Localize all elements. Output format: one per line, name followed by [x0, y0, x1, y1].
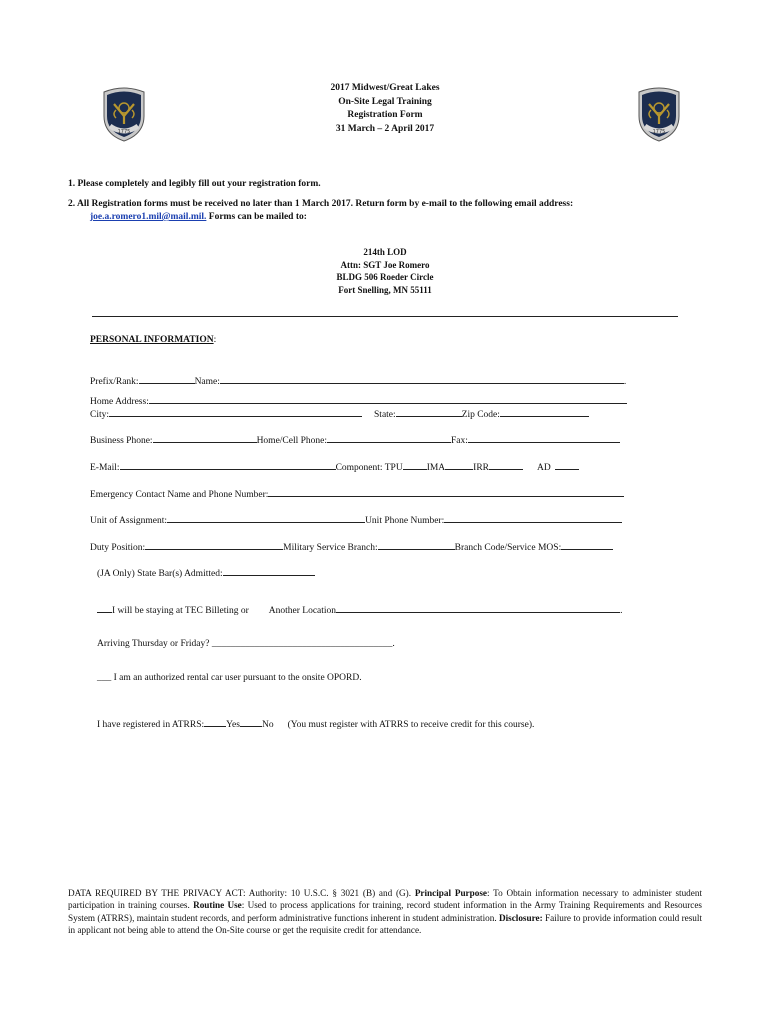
- business-phone-label: Business Phone:: [90, 436, 153, 446]
- address-line-4: Fort Snelling, MN 55111: [338, 284, 432, 295]
- arriving-field[interactable]: ______________________________________.: [211, 639, 395, 649]
- fax-label: Fax:: [451, 436, 468, 446]
- another-location-field[interactable]: [336, 603, 620, 613]
- address-line-3: BLDG 506 Roeder Circle: [336, 272, 434, 282]
- branch-code-label: Branch Code/Service MOS:: [454, 543, 562, 553]
- home-cell-phone-field[interactable]: [327, 433, 451, 443]
- row-phones: [90, 433, 620, 447]
- rental-label: I am an authorized rental car user pursuant to the onsite OPORD.: [113, 673, 362, 683]
- tpu-field[interactable]: [403, 460, 427, 470]
- fax-field[interactable]: [468, 433, 620, 443]
- home-cell-phone-label: Home/Cell Phone:: [256, 436, 328, 446]
- atrrs-yes-label: Yes: [226, 720, 240, 730]
- atrrs-no-label: No: [261, 720, 274, 730]
- section-title-colon: :: [213, 335, 217, 345]
- name-label: Name:: [194, 377, 220, 387]
- unit-assignment-field[interactable]: [167, 513, 365, 523]
- business-phone-field[interactable]: [153, 433, 257, 443]
- header-dates: 31 March – 2 April 2017: [335, 123, 435, 134]
- row-rental: [97, 672, 362, 684]
- privacy-act-statement: [68, 887, 702, 937]
- row-unit: [90, 513, 622, 527]
- row-emergency: [90, 487, 624, 501]
- ad-field[interactable]: [555, 460, 579, 470]
- rental-checkbox[interactable]: ___: [97, 673, 112, 683]
- city-label: City:: [90, 410, 110, 420]
- row-state-bar: [97, 566, 315, 580]
- zip-field[interactable]: [500, 407, 589, 417]
- unit-phone-field[interactable]: [444, 513, 622, 523]
- instruction-2-text: 2. All Registration forms must be received no later than 1 March 2017. Return form by e-mail to the following email address:: [68, 199, 574, 209]
- unit-assignment-label: Unit of Assignment:: [90, 516, 168, 526]
- ad-label: AD: [537, 463, 551, 473]
- duty-position-label: Duty Position:: [90, 543, 146, 553]
- address-line-1: 214th LOD: [363, 247, 407, 257]
- privacy-intro: DATA REQUIRED BY THE PRIVACY ACT: Authority: 10 U.S.C. § 3021 (B) and (G).: [68, 888, 415, 898]
- atrrs-note: (You must register with ATRRS to receive credit for this course).: [287, 720, 535, 730]
- row-duty: [90, 540, 613, 554]
- state-bar-field[interactable]: [223, 566, 315, 576]
- irr-field[interactable]: [489, 460, 523, 470]
- tec-billeting-checkbox[interactable]: [97, 603, 112, 613]
- row-atrrs: [97, 717, 534, 731]
- emergency-contact-field[interactable]: [268, 487, 624, 497]
- header-form-title: Registration Form: [347, 110, 423, 120]
- form-header: [0, 82, 770, 136]
- disclosure-label: Disclosure:: [498, 912, 543, 923]
- row-prefix-name: [90, 374, 626, 388]
- ima-label: IMA: [426, 463, 446, 473]
- prefix-rank-field[interactable]: [139, 374, 195, 384]
- email-link[interactable]: joe.a.romero1.mil@mail.mil.: [90, 212, 207, 222]
- component-tpu-label: Component: TPU: [335, 463, 403, 473]
- instruction-1: 1. Please completely and legibly fill out your registration form.: [68, 179, 321, 189]
- row-home-address: [90, 394, 627, 408]
- emergency-contact-label: Emergency Contact Name and Phone Number:: [90, 490, 269, 500]
- principal-purpose-label: Principal Purpose: [414, 888, 487, 898]
- svg-text:1775: 1775: [652, 129, 666, 135]
- principal-purpose-text: : To Obtain information necessary to administer student participation in training courses.: [68, 888, 702, 911]
- branch-code-field[interactable]: [561, 540, 613, 550]
- zip-label: Zip Code:: [461, 410, 500, 420]
- ima-field[interactable]: [445, 460, 473, 470]
- unit-phone-label: Unit Phone Number:: [365, 516, 445, 526]
- duty-position-field[interactable]: [145, 540, 283, 550]
- row-email-component: [90, 460, 579, 474]
- mil-branch-label: Military Service Branch:: [283, 543, 378, 553]
- irr-label: IRR: [473, 463, 490, 473]
- city-field[interactable]: [109, 407, 362, 417]
- row-lodging: [97, 603, 622, 617]
- name-field[interactable]: [220, 374, 624, 384]
- section-divider: [92, 316, 678, 317]
- prefix-rank-label: Prefix/Rank:: [90, 377, 139, 387]
- mailing-address: [0, 246, 770, 296]
- tec-billeting-label: I will be staying at TEC Billeting or: [112, 606, 249, 616]
- header-event-title: 2017 Midwest/Great Lakes: [330, 83, 440, 93]
- email-label: E-Mail:: [90, 463, 120, 473]
- address-line-2: Attn: SGT Joe Romero: [340, 259, 430, 270]
- header-training-title: On-Site Legal Training: [338, 96, 432, 107]
- row-city-state-zip: [90, 407, 589, 421]
- home-address-label: Home Address:: [90, 397, 149, 407]
- routine-use-label: Routine Use: [193, 900, 242, 911]
- section-title: PERSONAL INFORMATION: [90, 335, 214, 345]
- name-end: .: [623, 377, 627, 387]
- state-label: State:: [374, 410, 396, 420]
- instruction-2-mail-text: Forms can be mailed to:: [206, 212, 307, 222]
- state-bar-label: (JA Only) State Bar(s) Admitted:: [97, 569, 223, 579]
- routine-use-text: : Used to process applications for training, record student information in the Army Training Requirements and Resources System (ATRRS), maintain student records, and perform administrative functions inherent in student administration.: [68, 900, 702, 923]
- row-arriving: [97, 638, 395, 650]
- atrrs-yes-field[interactable]: [204, 717, 226, 727]
- disclosure-text: Failure to provide information could result in applicant not being able to attend the On-Site course or get the requisite credit for attendance.: [68, 912, 702, 936]
- atrrs-label: I have registered in ATRRS:: [97, 720, 205, 730]
- instruction-2: [68, 198, 688, 224]
- svg-text:1775: 1775: [117, 129, 131, 135]
- home-address-field[interactable]: [149, 394, 627, 404]
- personal-info-heading: [90, 334, 216, 346]
- mil-branch-field[interactable]: [378, 540, 455, 550]
- atrrs-no-field[interactable]: [240, 717, 262, 727]
- another-location-label: Another Location: [268, 606, 337, 616]
- email-field[interactable]: [120, 460, 336, 470]
- another-location-end: .: [620, 606, 623, 616]
- state-field[interactable]: [396, 407, 462, 417]
- arriving-label: Arriving Thursday or Friday?: [97, 639, 210, 649]
